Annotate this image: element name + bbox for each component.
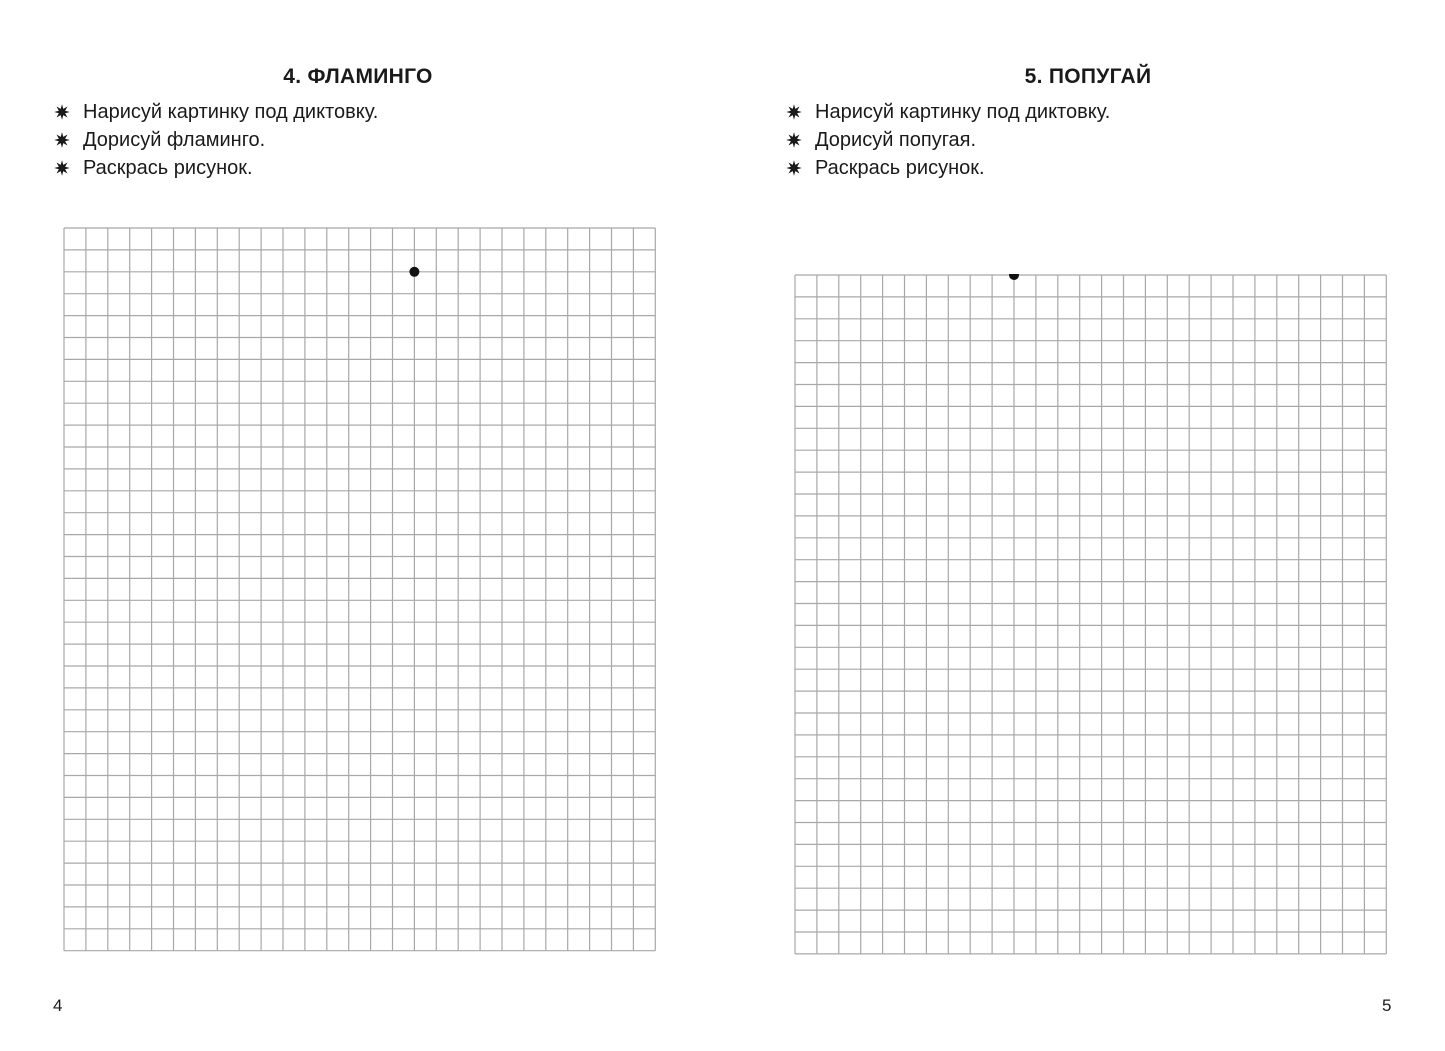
instruction-item — [786, 154, 1110, 182]
right-page — [722, 0, 1445, 1051]
instruction-item — [786, 126, 1110, 154]
instruction-text: Раскрась рисунок. — [815, 156, 985, 179]
star-bullet-icon — [54, 160, 70, 176]
instruction-list — [786, 98, 1110, 182]
star-bullet-icon — [786, 104, 802, 120]
instruction-text: Дорисуй фламинго. — [83, 128, 266, 151]
page-number: 4 — [53, 996, 63, 1015]
start-point-dot — [409, 267, 419, 277]
instruction-text: Раскрась рисунок. — [83, 156, 253, 179]
page-title: 4. ФЛАМИНГО — [283, 65, 433, 89]
instruction-list — [54, 98, 378, 182]
start-point-dot — [1009, 274, 1019, 280]
instruction-item — [54, 154, 378, 182]
drawing-grid[interactable] — [63, 227, 657, 952]
instruction-item — [786, 98, 1110, 126]
instruction-item — [54, 98, 378, 126]
left-page — [0, 0, 722, 1051]
star-bullet-icon — [786, 132, 802, 148]
page-title: 5. ПОПУГАЙ — [1024, 65, 1152, 89]
star-bullet-icon — [54, 104, 70, 120]
instruction-text: Дорисуй попугая. — [815, 128, 977, 151]
star-bullet-icon — [54, 132, 70, 148]
page-number: 5 — [1382, 996, 1392, 1015]
instruction-text: Нарисуй картинку под диктовку. — [83, 100, 379, 123]
drawing-grid[interactable] — [794, 274, 1388, 955]
star-bullet-icon — [786, 160, 802, 176]
instruction-item — [54, 126, 378, 154]
instruction-text: Нарисуй картинку под диктовку. — [815, 100, 1111, 123]
